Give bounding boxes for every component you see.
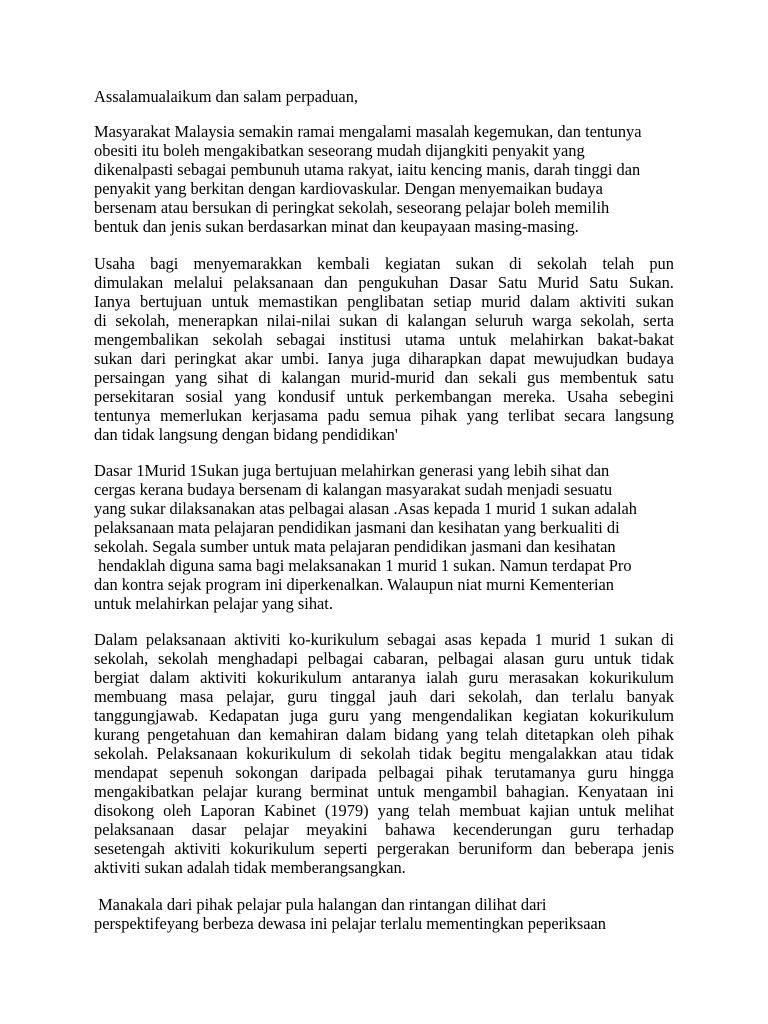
word: guru (587, 763, 618, 782)
word: Ianya (94, 292, 131, 311)
word: meyakini (306, 820, 368, 839)
word: umbi. (281, 349, 319, 368)
paragraph-line (94, 839, 674, 858)
paragraph-line (94, 725, 674, 744)
word: daripada (310, 763, 367, 782)
word: mengambil (423, 782, 498, 801)
word: pelaksanaan (145, 630, 226, 649)
word: telah (602, 254, 635, 273)
word: melihat (624, 801, 674, 820)
word: nilai-nilai (266, 311, 331, 330)
paragraph-line (94, 406, 674, 425)
word: sukan (614, 630, 653, 649)
word: dari (140, 349, 167, 368)
word: Dalam (94, 630, 138, 649)
word: pihak (420, 406, 458, 425)
word: dimulakan (94, 273, 164, 292)
word: tidak (418, 744, 452, 763)
paragraph-line (94, 744, 674, 763)
word: yang (234, 387, 267, 406)
word: Usaha (94, 254, 135, 273)
paragraph-line (94, 801, 674, 820)
word: jenis (643, 839, 674, 858)
word: dasar (191, 820, 227, 839)
word: bagi (150, 254, 179, 273)
word: warga (531, 311, 572, 330)
paragraph-line (94, 349, 674, 368)
word: mengembalikan (94, 330, 199, 349)
paragraph-line: hendaklah diguna sama bagi melaksanakan 1 murid 1 sukan. Namun terdapat Pro (94, 556, 632, 575)
word: sekolah (157, 649, 209, 668)
word: Kedapatan (208, 706, 280, 725)
word: untuk (346, 387, 384, 406)
word: melalui (173, 273, 223, 292)
paragraph-line (94, 668, 674, 687)
word: Satu (497, 273, 527, 292)
paragraph-line (94, 273, 674, 292)
word: mereka. (503, 387, 556, 406)
word: ini (656, 782, 674, 801)
word: bidang (393, 725, 439, 744)
paragraph-line: cergas kerana budaya bersenam di kalangan masyarakat sudah menjadi sesuatu (94, 480, 613, 499)
word: di (661, 630, 674, 649)
word: juga (372, 349, 401, 368)
word: 1 (534, 630, 543, 649)
word: mengakibatkan (94, 782, 195, 801)
paragraph-line (94, 820, 674, 839)
word: di (258, 368, 272, 387)
word: sukan (455, 254, 494, 273)
word: dan (541, 839, 566, 858)
word: Pelaksanaan (156, 744, 238, 763)
word: aktiviti (234, 630, 281, 649)
word: juga (289, 706, 319, 725)
word: beberapa (574, 839, 634, 858)
word: padu (327, 406, 360, 425)
word: dan (237, 725, 262, 744)
word: kajian (529, 801, 570, 820)
word: merasakan (508, 668, 579, 687)
paragraph-line (94, 763, 674, 782)
word: membuang (94, 687, 167, 706)
paragraph-line (94, 254, 674, 273)
word: aktiviti (200, 668, 247, 687)
word: pelaksanaan (94, 820, 175, 839)
word: pengetahuan (147, 725, 231, 744)
word: oleh (163, 801, 192, 820)
word: Kabinet (264, 801, 316, 820)
word: diharapkan (408, 349, 482, 368)
paragraph-line: bersenam atau bersukan di peringkat sekolah, seseorang pelajar boleh memilih (94, 198, 610, 217)
word: kokurikulum (589, 706, 674, 725)
word: mewujudkan (533, 349, 619, 368)
word: di (385, 311, 399, 330)
word: atau (605, 744, 633, 763)
word: kegiatan (385, 254, 441, 273)
word: sekolah, (580, 311, 635, 330)
word: antaranya (351, 668, 416, 687)
paragraph-line: Dasar 1Murid 1Sukan juga bertujuan melahirkan generasi yang lebih sihat dan (94, 461, 610, 480)
word: tidak (641, 649, 674, 668)
word: dan (324, 273, 348, 292)
word: alasan (503, 649, 545, 668)
word: akar (244, 349, 273, 368)
word: murid (550, 630, 591, 649)
word: terutamanya (494, 763, 576, 782)
paragraph-line (94, 649, 674, 668)
word: jauh (388, 687, 417, 706)
word: persekitaran (94, 387, 175, 406)
word: yang (446, 725, 479, 744)
word: budaya (626, 349, 674, 368)
word: ialah (426, 668, 458, 687)
paragraph-line: penyakit yang berkitan dengan kardiovaskular. Dengan menyemaikan budaya (94, 179, 603, 198)
word: kokurikulum (229, 839, 315, 858)
word: kalangan (407, 311, 467, 330)
paragraph-line: perspektifeyang berbeza dewasa ini pelajar terlalu mementingkan peperiksaan (94, 914, 606, 933)
word: guru (287, 687, 318, 706)
word: yang (369, 706, 402, 725)
word: langsung (614, 406, 674, 425)
word: pun (649, 254, 674, 273)
word: sihat (217, 368, 249, 387)
word: telah (485, 725, 518, 744)
word: pelaksanaan (233, 273, 314, 292)
word: sukan (94, 349, 133, 368)
word: tidak (641, 744, 674, 763)
paragraph-line (94, 330, 674, 349)
word: kegiatan (523, 706, 579, 725)
word: untuk (593, 649, 632, 668)
word: membentuk (559, 368, 638, 387)
word: aktiviti (579, 292, 627, 311)
paragraph-line: bentuk dan jenis sukan berdasarkan minat dan keupayaan masing-masing. (94, 217, 579, 236)
paragraph-line (94, 311, 674, 330)
word: pihak (637, 725, 674, 744)
word: dan (535, 687, 559, 706)
word: kondusif (277, 387, 335, 406)
paragraph-line (94, 292, 674, 311)
paragraph-line: untuk melahirkan pelajar yang sihat. (94, 594, 333, 613)
word: gus (526, 368, 550, 387)
word: seluruh (475, 311, 524, 330)
word: sepenuh (169, 763, 224, 782)
word: bahagian. (505, 782, 570, 801)
paragraph-line (94, 630, 674, 649)
word: tinggal (330, 687, 376, 706)
paragraph-line (94, 782, 674, 801)
word: cabaran, (373, 649, 429, 668)
word: kurang (94, 725, 140, 744)
word: terhadap (617, 820, 674, 839)
word: Satu (589, 273, 619, 292)
word: dalam (149, 668, 190, 687)
word: sebagai (276, 330, 326, 349)
word: di (339, 744, 352, 763)
word: banyak (626, 687, 674, 706)
word: pelbagai (378, 763, 435, 782)
word: tentunya (94, 406, 151, 425)
word: secara (564, 406, 606, 425)
paragraph-line: yang sukar dilaksanakan atas pelbagai alasan .Asas kepada 1 murid 1 sukan adalah (94, 499, 637, 518)
word: Ianya (327, 349, 364, 368)
word: aktiviti (174, 839, 221, 858)
word: sekolah (360, 744, 411, 763)
word: kalangan (281, 368, 341, 387)
word: kerjasama (251, 406, 319, 425)
word: memastikan (258, 292, 338, 311)
word: 1 (598, 630, 607, 649)
paragraph-line (94, 368, 674, 387)
word: masa (179, 687, 214, 706)
word: sekali (478, 368, 517, 387)
paragraph-line: sekolah. Segala sumber untuk mata pelajaran pendidikan jasmani dan kesihatan (94, 537, 616, 556)
word: dan (444, 368, 469, 387)
word: menyemarakkan (193, 254, 302, 273)
word: penglibatan (347, 292, 424, 311)
word: (1979) (324, 801, 369, 820)
word: begitu (460, 744, 502, 763)
word: Usaha (566, 387, 608, 406)
word: yang (377, 801, 410, 820)
word: dalam (529, 292, 571, 311)
word: pelajar (244, 820, 289, 839)
word: bergiat (94, 668, 140, 687)
word: peringkat (174, 349, 237, 368)
paragraph-line (94, 387, 674, 406)
word: dalam (346, 725, 387, 744)
word: dari (429, 687, 456, 706)
word: sekolah, (468, 687, 523, 706)
word: kepada (479, 630, 527, 649)
word: pelajar, (226, 687, 275, 706)
word: di (94, 311, 107, 330)
word: sekolah, (94, 649, 149, 668)
word: persaingan (94, 368, 165, 387)
greeting: Assalamualaikum dan salam perpaduan, (94, 87, 358, 106)
word: mengendalikan (412, 706, 513, 725)
word: untuk (578, 801, 616, 820)
word: berminat (310, 782, 369, 801)
word: sekolah. (94, 744, 149, 763)
word: Laporan (200, 801, 255, 820)
word: yang (175, 368, 208, 387)
word: semua (369, 406, 411, 425)
word: ditetapkan (525, 725, 594, 744)
word: kurang (256, 782, 302, 801)
word: telah (418, 801, 451, 820)
word: institusi (339, 330, 392, 349)
word: melahirkan (509, 330, 584, 349)
word: sukan (635, 292, 674, 311)
word: sokongan (235, 763, 299, 782)
word: pelajar (202, 782, 248, 801)
word: kemahiran (269, 725, 339, 744)
word: sebegini (619, 387, 674, 406)
word: menerapkan (178, 311, 259, 330)
word: terlibat (508, 406, 555, 425)
word: sosial (185, 387, 223, 406)
paragraph-line: aktiviti sukan adalah tidak memberangsangkan. (94, 858, 406, 877)
word: bakat-bakat (597, 330, 674, 349)
word: kecenderungan (452, 820, 553, 839)
word: perkembangan (395, 387, 492, 406)
word: sekolah (212, 330, 263, 349)
word: yang (466, 406, 499, 425)
word: sukan (339, 311, 378, 330)
word: hingga (629, 763, 674, 782)
word: guru (468, 668, 499, 687)
word: menghadapi (217, 649, 298, 668)
word: guru (328, 706, 359, 725)
word: mengalakkan (509, 744, 597, 763)
word: serta (643, 311, 674, 330)
word: dapat (489, 349, 526, 368)
paragraph-line: pelaksanaan mata pelajaran pendidikan jasmani dan kesihatan yang berkualiti di (94, 518, 620, 537)
paragraph-line (94, 706, 674, 725)
paragraph-line: dan kontra sejak program ini diperkenalkan. Walaupun niat murni Kementerian (94, 575, 614, 594)
word: membuat (459, 801, 521, 820)
word: bahawa (385, 820, 436, 839)
word: murid-murid (350, 368, 435, 387)
word: Kenyataan (577, 782, 648, 801)
paragraph-line: obesiti itu boleh mengakibatkan seseorang mudah dijangkiti penyakit yang (94, 141, 585, 160)
word: seperti (323, 839, 368, 858)
word: murid (481, 292, 521, 311)
word: setiap (433, 292, 472, 311)
word: untuk (377, 782, 415, 801)
word: disokong (94, 801, 155, 820)
word: kembali (317, 254, 370, 273)
word: bertujuan (140, 292, 202, 311)
word: sebagai (387, 630, 437, 649)
word: pelbagai (307, 649, 364, 668)
word: pengukuhan (358, 273, 439, 292)
word: satu (647, 368, 674, 387)
word: Murid (537, 273, 579, 292)
word: utama (404, 330, 446, 349)
word: kokurikulum (246, 744, 331, 763)
word: di (509, 254, 522, 273)
paragraph-line: Masyarakat Malaysia semakin ramai mengalami masalah kegemukan, dan tentunya (94, 122, 642, 141)
word: Dasar (449, 273, 488, 292)
word: terlalu (571, 687, 614, 706)
word: pelbagai (438, 649, 494, 668)
word: guru (554, 649, 585, 668)
word: mendapat (94, 763, 158, 782)
word: memerlukan (160, 406, 242, 425)
paragraph-line (94, 687, 674, 706)
word: sesetengah (94, 839, 165, 858)
word: ko-kurikulum (288, 630, 379, 649)
word: kokurikulum (256, 668, 342, 687)
word: guru (569, 820, 600, 839)
word: untuk (211, 292, 249, 311)
word: kokurikulum (589, 668, 674, 687)
word: sekolah (537, 254, 588, 273)
word: tanggungjawab. (94, 706, 199, 725)
word: sekolah, (115, 311, 170, 330)
word: beruniform (458, 839, 533, 858)
word: Sukan. (628, 273, 674, 292)
paragraph-line: dan tidak langsung dengan bidang pendidikan' (94, 425, 398, 444)
paragraph-line: dikenalpasti sebagai pembunuh utama rakyat, iaitu kencing manis, darah tinggi dan (94, 160, 641, 179)
word: asas (444, 630, 472, 649)
word: pergerakan (376, 839, 450, 858)
word: pihak (446, 763, 483, 782)
word: untuk (458, 330, 497, 349)
word: oleh (601, 725, 630, 744)
paragraph-line: Manakala dari pihak pelajar pula halangan dan rintangan dilihat dari (94, 895, 547, 914)
